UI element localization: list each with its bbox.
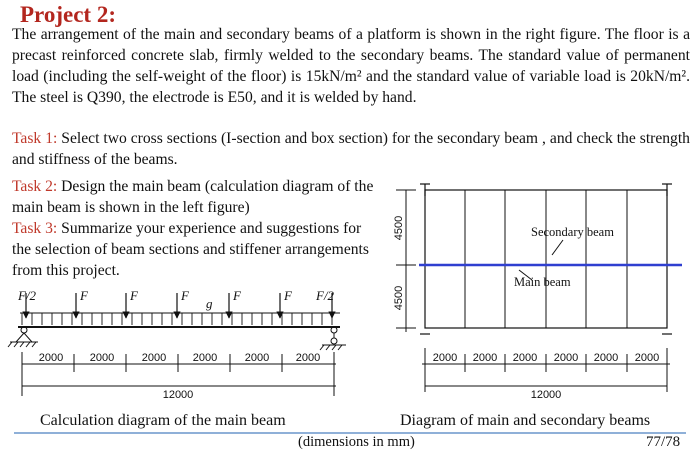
load-label-f2: F: [130, 288, 138, 303]
secondary-beam-label: Secondary beam: [531, 225, 614, 239]
left-total: 12000: [162, 389, 194, 401]
secondary-beams: [465, 190, 627, 328]
load-label-f1: F: [80, 288, 88, 303]
task-3-label: Task 3:: [12, 220, 58, 237]
right-span-2: 2000: [472, 352, 498, 364]
task-2-label: Task 2:: [12, 178, 58, 195]
page-number: 77/78: [646, 434, 681, 450]
distributed-load: [20, 313, 340, 325]
pin-support: [8, 327, 38, 347]
roller-support: [320, 327, 346, 350]
load-labels: [17, 288, 335, 311]
left-span-2: 2000: [89, 352, 115, 364]
load-label-end-left: F/2: [18, 288, 37, 303]
task-1-label: Task 1:: [12, 130, 58, 147]
load-label-g: g: [206, 296, 213, 311]
left-span-3: 2000: [141, 352, 167, 364]
right-vertical-dimension-text: [393, 216, 405, 310]
right-span-3: 2000: [512, 352, 538, 364]
right-span-4: 2000: [553, 352, 579, 364]
load-label-f5: F: [284, 288, 292, 303]
dim-lower: 4500: [393, 285, 405, 311]
load-label-f4: F: [233, 288, 241, 303]
dim-upper: 4500: [393, 215, 405, 241]
page-title: Project 2:: [20, 2, 116, 27]
right-span-1: 2000: [432, 352, 458, 364]
left-dimension-text: [39, 352, 320, 401]
units-note: (dimensions in mm): [298, 434, 415, 450]
task-1-text: Select two cross sections (I-section and box section) for the secondary beam , and check the strength and stiffness of the beams.: [12, 130, 690, 168]
plan-labels: [514, 225, 614, 289]
right-total: 12000: [530, 389, 562, 401]
intro-paragraph: The arrangement of the main and secondary beams of a platform is shown in the right figure. The floor is a precast reinforced concrete slab, firmly welded to the secondary beams. The standard value of permanent load (including the self-weight of the floor) is 15kN/m² and the standard value of variable load is 20kN/m². The steel is Q390, the electrode is E50, and it is welded by hand.: [12, 26, 690, 106]
left-span-4: 2000: [192, 352, 218, 364]
load-label-end-right: F/2: [316, 288, 335, 303]
left-caption: Calculation diagram of the main beam: [40, 412, 286, 429]
left-span-1: 2000: [38, 352, 64, 364]
right-dimension-lines: [422, 348, 670, 392]
task-2-text: Design the main beam (calculation diagram of the main beam is shown in the left figure): [12, 178, 374, 216]
main-beam-label: Main beam: [514, 275, 571, 289]
load-label-f3: F: [181, 288, 189, 303]
right-caption: Diagram of main and secondary beams: [400, 412, 651, 429]
task-3-text: Summarize your experience and suggestions for the selection of beam sections and stiffener arrangements from this project.: [12, 220, 369, 279]
left-span-5: 2000: [244, 352, 270, 364]
right-span-6: 2000: [634, 352, 660, 364]
left-span-6: 2000: [295, 352, 321, 364]
right-span-5: 2000: [593, 352, 619, 364]
